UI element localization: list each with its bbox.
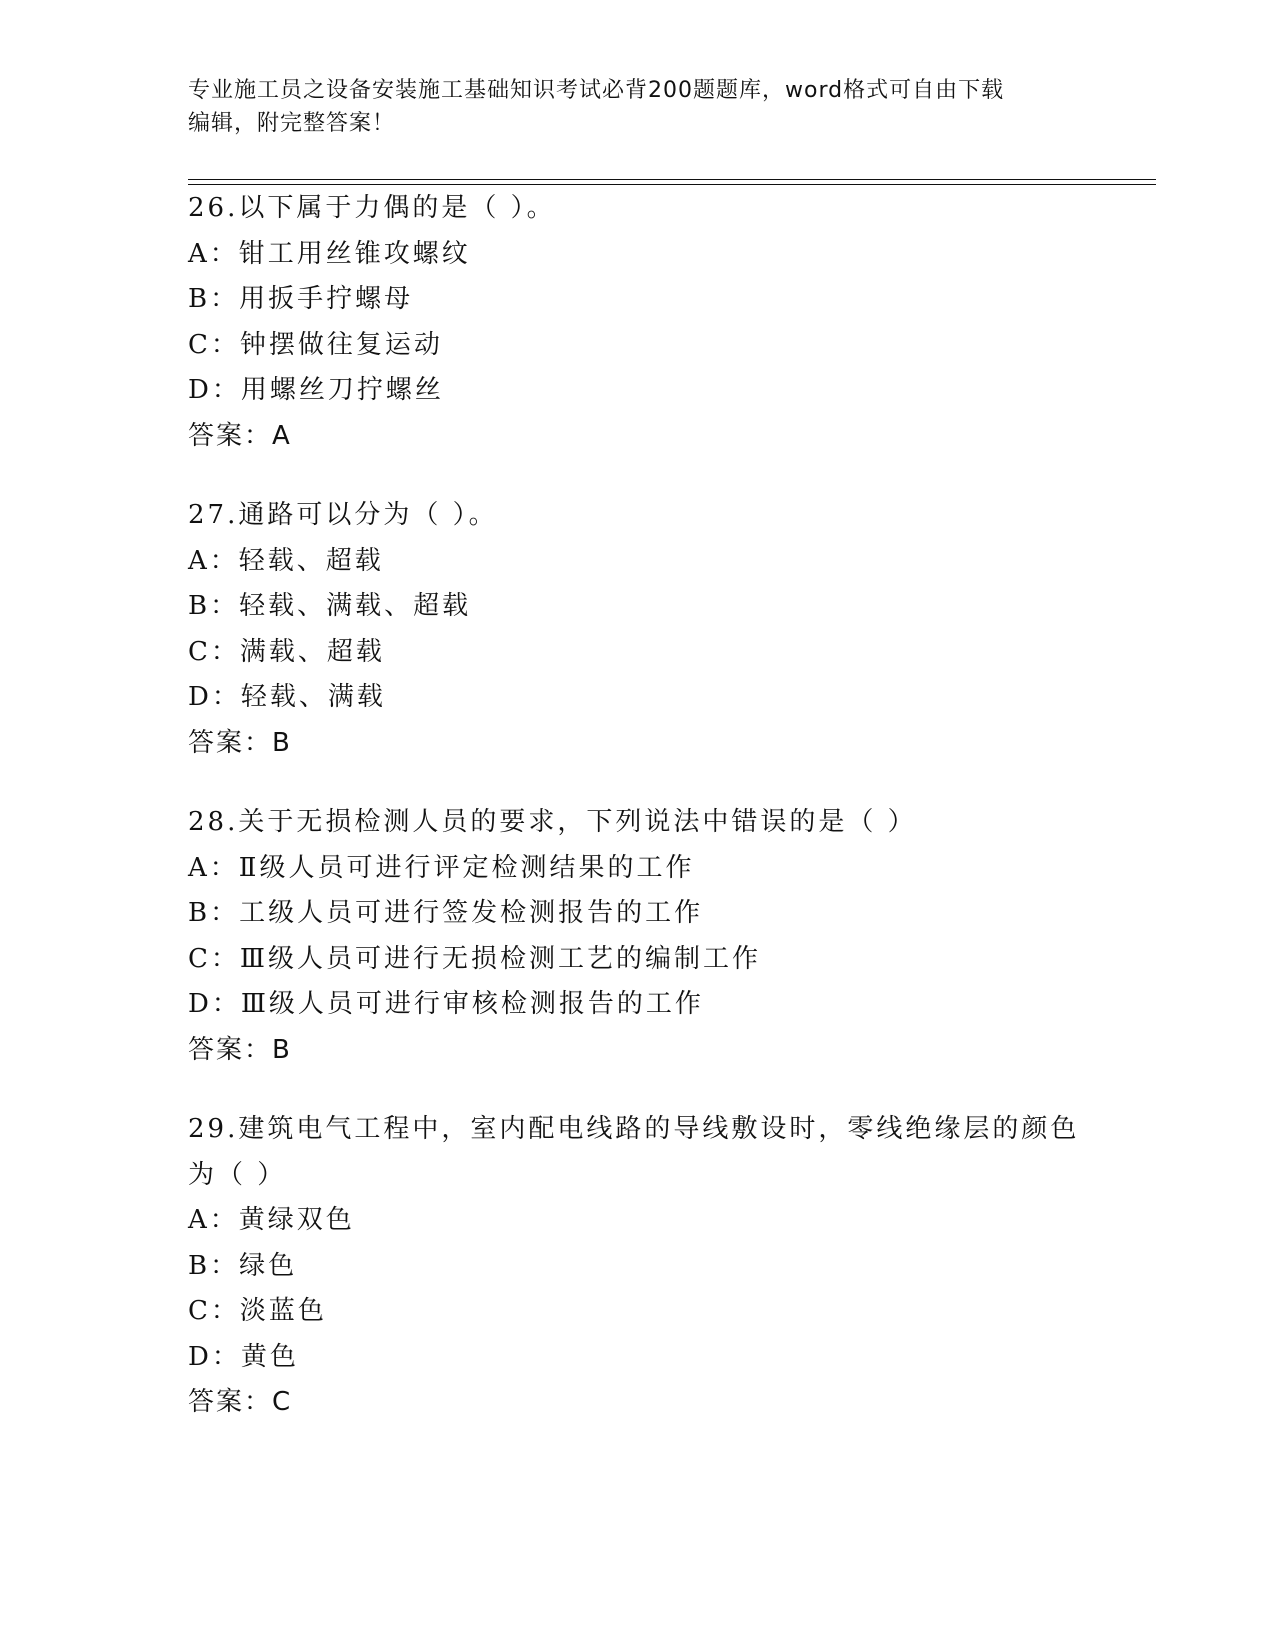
option-b: B：用扳手拧螺母 bbox=[188, 284, 414, 314]
answer: 答案：B bbox=[188, 727, 292, 758]
document-header bbox=[188, 74, 1088, 140]
question-28 bbox=[188, 800, 1088, 1073]
option-a: A：钳工用丝锥攻螺纹 bbox=[188, 238, 471, 269]
header-divider-top bbox=[188, 179, 1156, 180]
option-c: C：钟摆做往复运动 bbox=[188, 329, 443, 360]
option-d: D：Ⅲ级人员可进行审核检测报告的工作 bbox=[188, 989, 704, 1019]
option-c: C：淡蓝色 bbox=[188, 1296, 327, 1326]
question-stem: 28.关于无损检测人员的要求，下列说法中错误的是（ ） bbox=[188, 807, 917, 837]
question-27 bbox=[188, 493, 1088, 766]
header-title-line-2: 编辑，附完整答案！ bbox=[188, 111, 396, 136]
option-d: D：轻载、满载 bbox=[188, 682, 386, 712]
option-c: C：满载、超载 bbox=[188, 636, 385, 667]
answer: 答案：B bbox=[188, 1034, 292, 1065]
answer: 答案：C bbox=[188, 1387, 293, 1417]
question-stem: 26.以下属于力偶的是（ ）。 bbox=[188, 193, 556, 223]
question-stem: 27.通路可以分为（ ）。 bbox=[188, 500, 498, 530]
question-stem-line-2: 为（ ） bbox=[188, 1159, 287, 1190]
question-stem-line-1: 29.建筑电气工程中，室内配电线路的导线敷设时，零线绝缘层的颜色 bbox=[188, 1114, 1080, 1144]
header-divider-bottom bbox=[188, 184, 1156, 185]
option-b: B：轻载、满载、超载 bbox=[188, 591, 472, 621]
option-d: D：用螺丝刀拧螺丝 bbox=[188, 375, 444, 405]
option-a: A：黄绿双色 bbox=[188, 1205, 355, 1235]
option-d: D：黄色 bbox=[188, 1341, 299, 1372]
question-29 bbox=[188, 1107, 1088, 1426]
option-b: B：工级人员可进行签发检测报告的工作 bbox=[188, 898, 704, 928]
question-list bbox=[188, 186, 1088, 1460]
answer: 答案：A bbox=[188, 420, 292, 451]
option-a: A：轻载、超载 bbox=[188, 545, 384, 576]
header-title-line-1: 专业施工员之设备安装施工基础知识考试必背200题题库，word格式可自由下载 bbox=[188, 78, 1005, 103]
option-a: A：Ⅱ级人员可进行评定检测结果的工作 bbox=[188, 852, 695, 883]
option-c: C：Ⅲ级人员可进行无损检测工艺的编制工作 bbox=[188, 943, 761, 974]
question-26 bbox=[188, 186, 1088, 459]
option-b: B：绿色 bbox=[188, 1250, 298, 1281]
